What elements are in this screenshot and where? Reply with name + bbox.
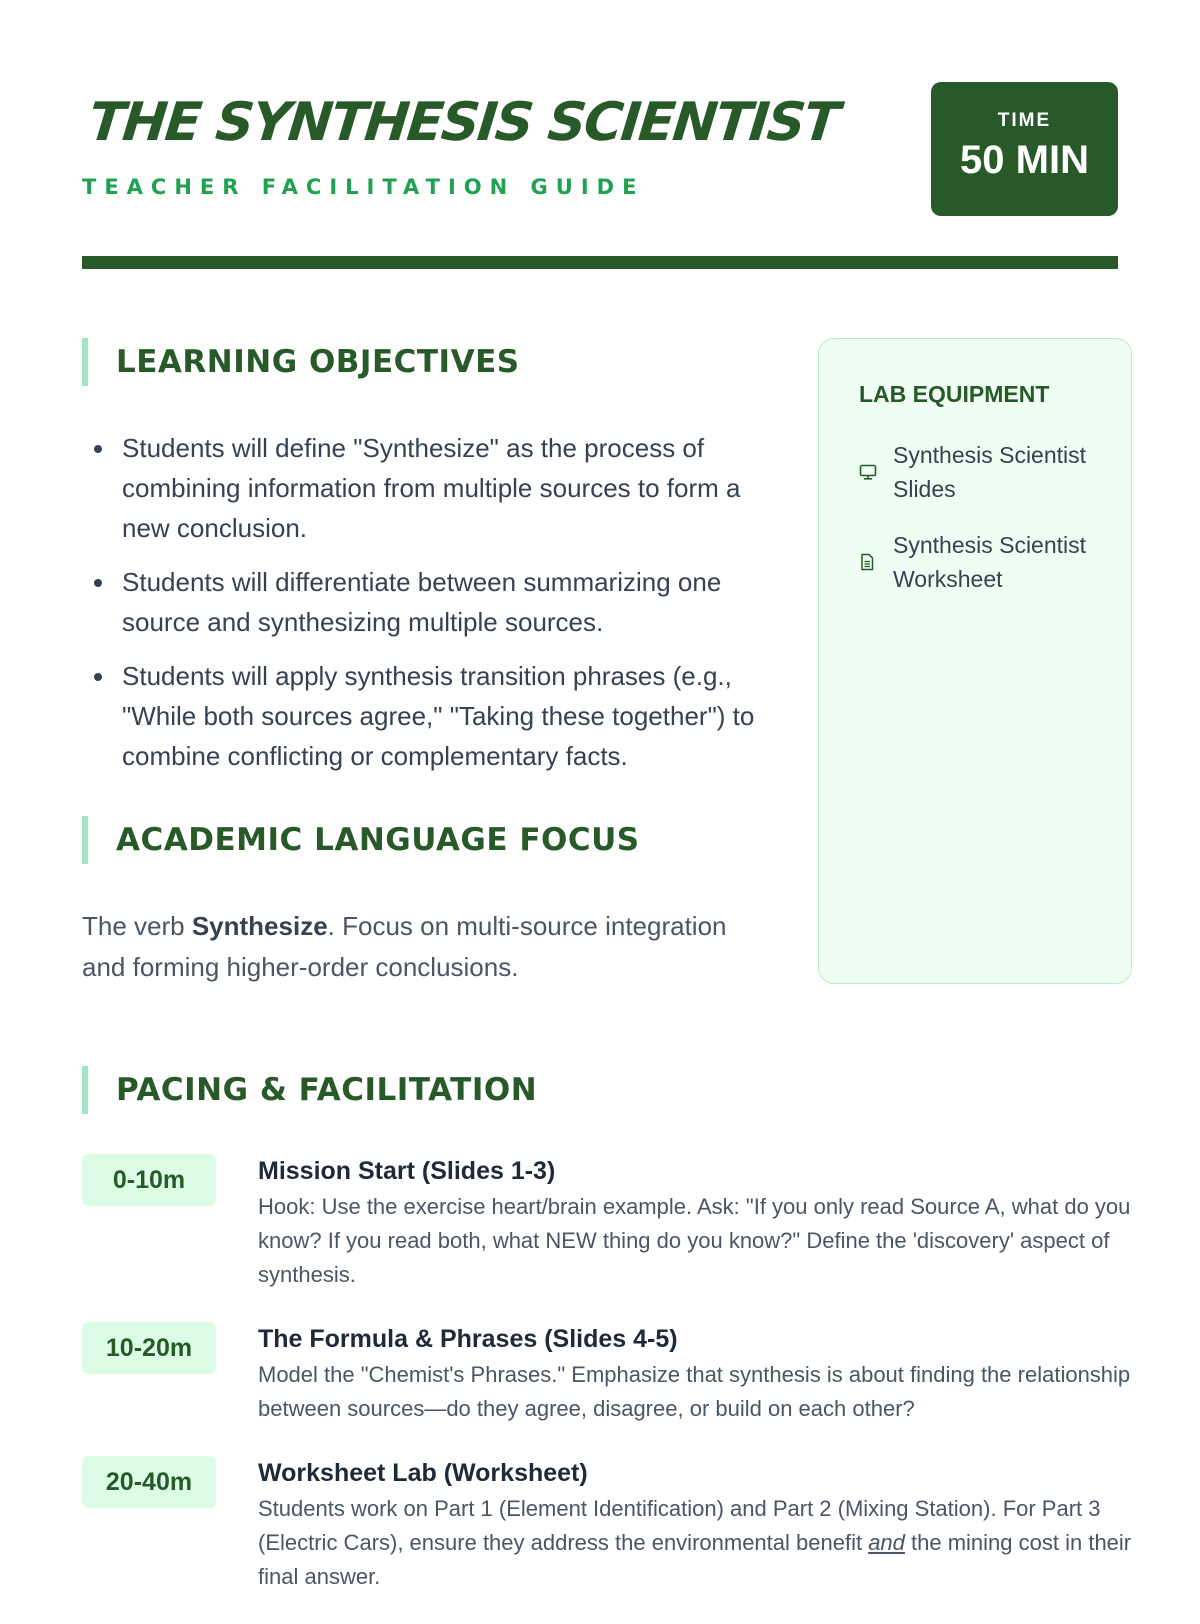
pacing-description: Model the "Chemist's Phrases." Emphasize that synthesis is about finding the relationship between sources—do they agree, disagree, or build on each other? [258, 1362, 1131, 1421]
academic-text-start: The verb [82, 911, 192, 941]
pacing-rows [82, 1154, 1132, 1594]
pacing-desc-emphasis: and [868, 1530, 905, 1555]
academic-language-heading: ACADEMIC LANGUAGE FOCUS [82, 816, 772, 864]
objective-item: Students will differentiate between summarizing one source and synthesizing multiple sources. [82, 562, 772, 642]
pacing-description [258, 1492, 1132, 1594]
pacing-heading: PACING & FACILITATION [82, 1066, 1132, 1114]
time-badge [931, 82, 1118, 216]
pacing-time-badge: 10-20m [82, 1322, 216, 1374]
header-divider [82, 256, 1118, 269]
pacing-row [82, 1322, 1132, 1426]
objectives-list [82, 428, 772, 776]
lab-equipment-panel [818, 338, 1132, 984]
pacing-desc-start: Students work on Part 1 (Element Identification) and Part 2 (Mixing Station). For Part 3 (Electric Cars), ensure they address the environmental benefit [258, 1496, 1101, 1555]
academic-language-text [82, 906, 772, 988]
pacing-title: Mission Start (Slides 1-3) [258, 1157, 556, 1185]
pacing-section [82, 1066, 1132, 1624]
pacing-time-badge: 0-10m [82, 1154, 216, 1206]
pacing-body [258, 1456, 1132, 1594]
page-title: THE SYNTHESIS SCIENTIST [85, 92, 841, 153]
pacing-desc-end: the mining cost in their final answer. [258, 1530, 1132, 1589]
header [82, 0, 1118, 270]
time-value: 50 MIN [960, 138, 1089, 182]
pacing-body [258, 1154, 1132, 1292]
monitor-icon [859, 463, 879, 481]
page-subtitle: TEACHER FACILITATION GUIDE [82, 175, 645, 199]
document-icon [859, 553, 879, 571]
time-label: TIME [997, 110, 1052, 131]
learning-objectives-section [82, 338, 772, 790]
equipment-item-slides[interactable] [859, 438, 1091, 506]
pacing-body [258, 1322, 1132, 1426]
objective-item: Students will apply synthesis transition phrases (e.g., "While both sources agree," "Taking these together") to combine conflicting or complementary facts. [82, 656, 772, 776]
pacing-title: Worksheet Lab (Worksheet) [258, 1459, 588, 1487]
lab-equipment-title: LAB EQUIPMENT [859, 381, 1050, 407]
pacing-title: The Formula & Phrases (Slides 4-5) [258, 1325, 678, 1353]
pacing-row [82, 1154, 1132, 1292]
academic-language-section [82, 816, 772, 988]
equipment-label: Synthesis Scientist Worksheet [893, 532, 1087, 592]
learning-objectives-heading: LEARNING OBJECTIVES [82, 338, 772, 386]
equipment-item-worksheet[interactable] [859, 528, 1091, 596]
academic-text-end: . Focus on multi-source integration and forming higher-order conclusions. [82, 911, 727, 982]
objective-item: Students will define "Synthesize" as the process of combining information from multiple sources to form a new conclusion. [82, 428, 772, 548]
academic-bold-word: Synthesize [191, 911, 328, 941]
pacing-description: Hook: Use the exercise heart/brain example. Ask: "If you only read Source A, what do you know? If you read both, what NEW thing do you know?" Define the 'discovery' aspect of synthesis. [258, 1194, 1131, 1287]
equipment-label: Synthesis Scientist Slides [893, 442, 1087, 502]
pacing-row [82, 1456, 1132, 1594]
pacing-time-badge: 20-40m [82, 1456, 216, 1508]
